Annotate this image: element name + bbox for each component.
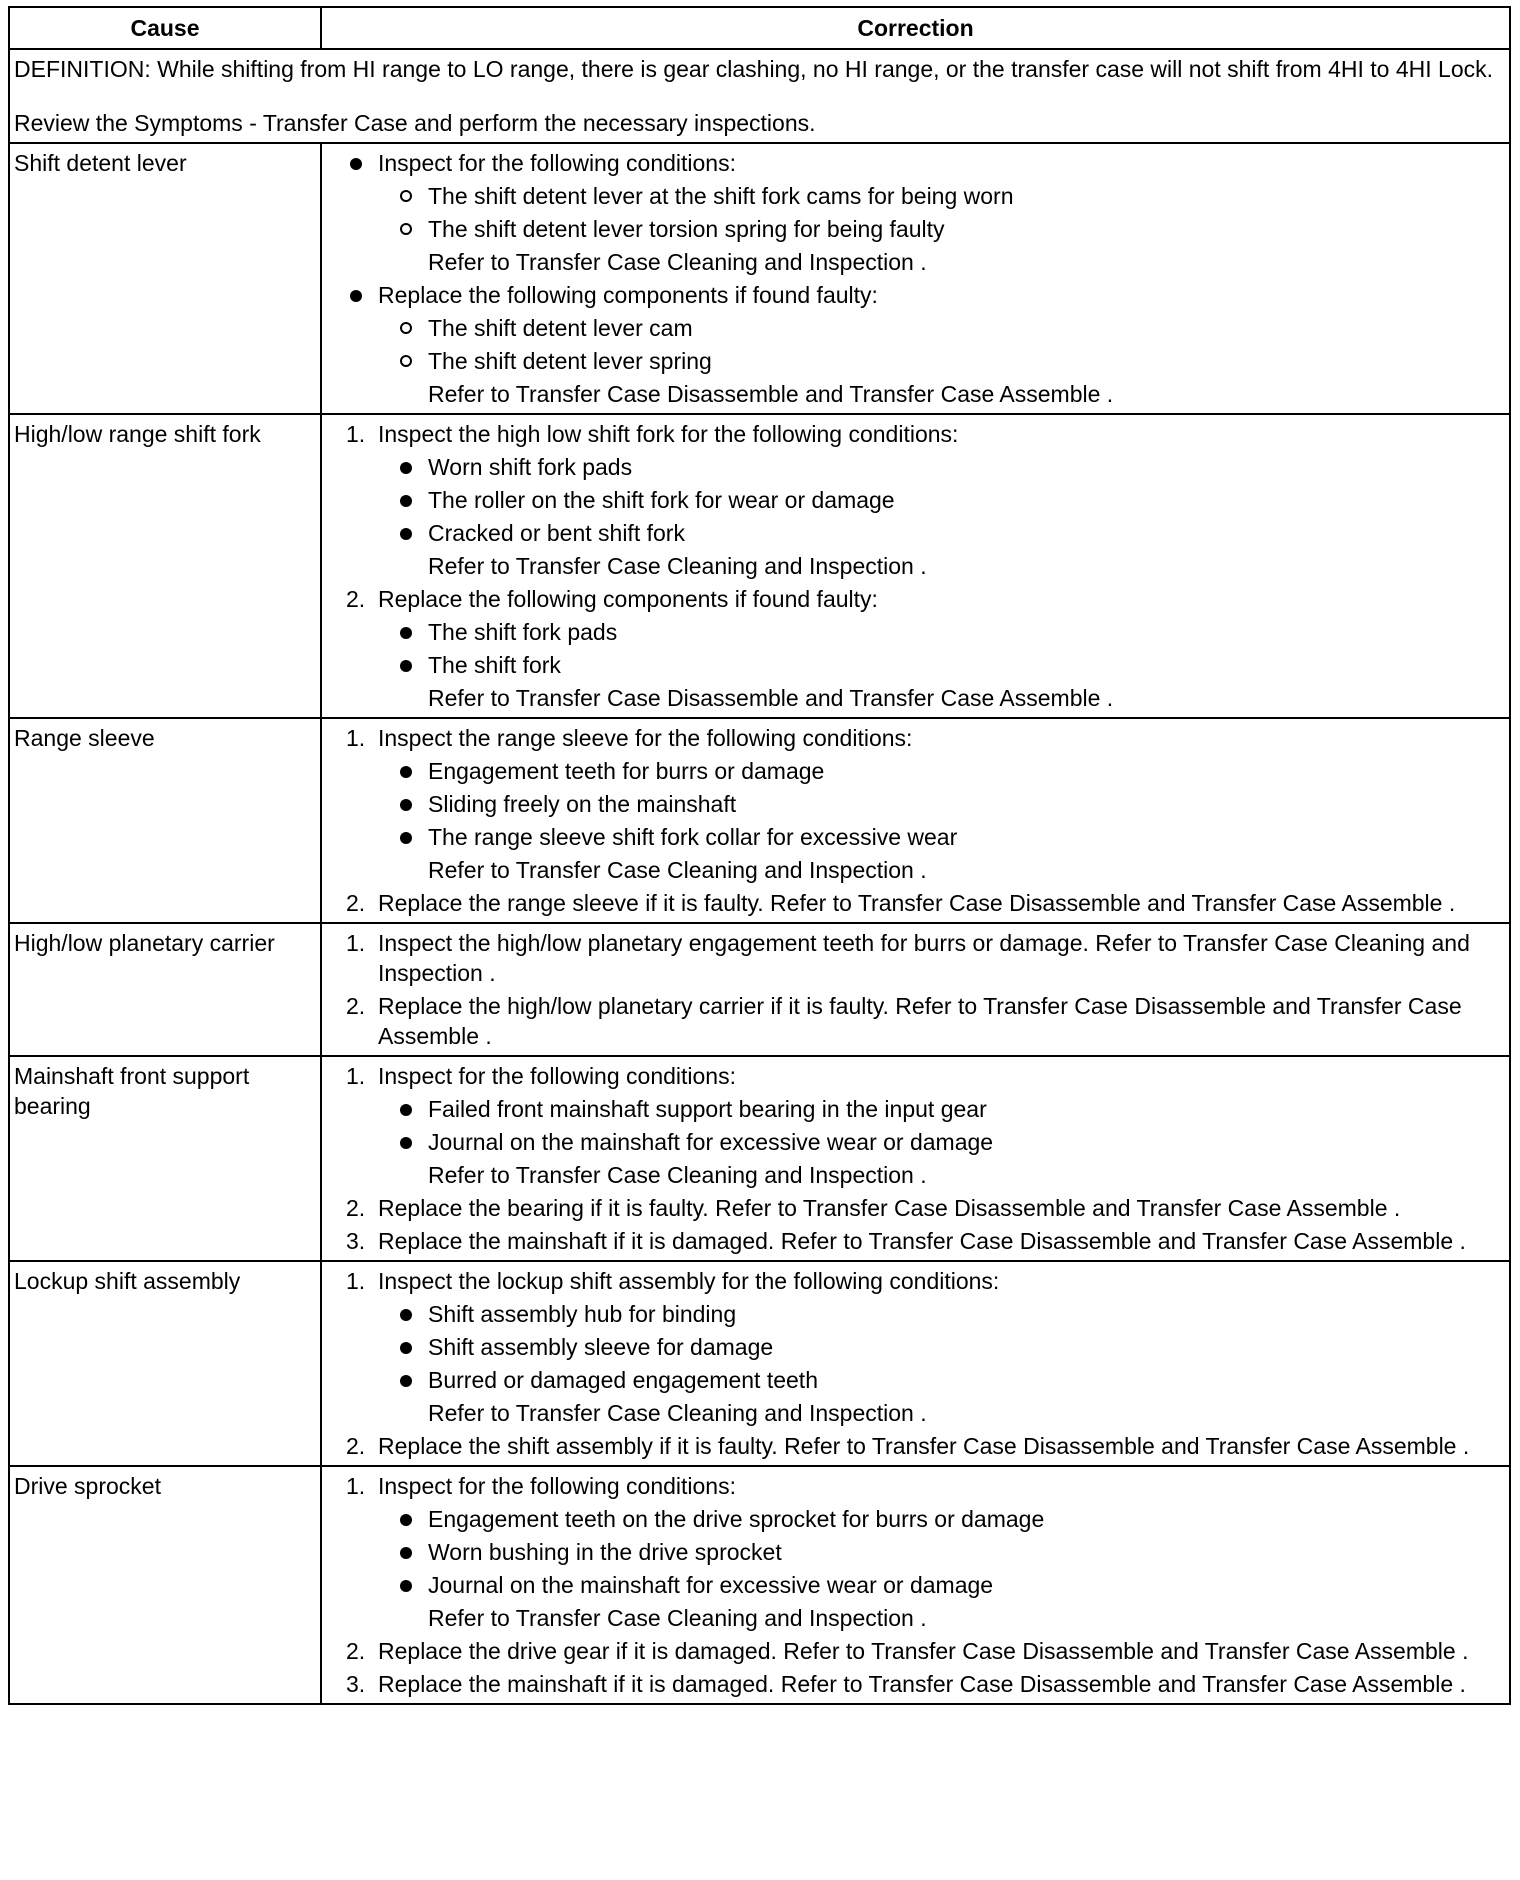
list-item — [326, 888, 1505, 918]
step-number: 3. — [346, 1671, 366, 1697]
sub-item — [378, 650, 1505, 680]
sub-item-text: Burred or damaged engagement teeth — [428, 1367, 818, 1393]
item-text: Replace the high/low planetary carrier if it is faulty. Refer to Transfer Case Disassemble and Transfer Case Assemble . — [378, 993, 1462, 1049]
correction-cell — [321, 1261, 1510, 1466]
cause-cell: High/low range shift fork — [9, 414, 321, 718]
item-text: Replace the following components if found faulty: — [378, 282, 878, 308]
header-row — [9, 7, 1510, 49]
sub-item — [378, 1570, 1505, 1600]
sub-item-text: Failed front mainshaft support bearing in the input gear — [428, 1096, 987, 1122]
sub-item-text: The shift fork pads — [428, 619, 618, 645]
reference-text: Refer to Transfer Case Cleaning and Inspection . — [428, 553, 927, 579]
bullet-icon — [350, 158, 362, 170]
sub-item — [378, 181, 1505, 211]
sub-item — [378, 1332, 1505, 1362]
cause-cell: Mainshaft front support bearing — [9, 1056, 321, 1261]
sub-list — [378, 617, 1505, 680]
table-row — [9, 143, 1510, 414]
table-row — [9, 1466, 1510, 1704]
step-number: 2. — [346, 1638, 366, 1664]
sub-item-text: The range sleeve shift fork collar for excessive wear — [428, 824, 958, 850]
list-item — [326, 1193, 1505, 1223]
sub-item-text: The roller on the shift fork for wear or damage — [428, 487, 895, 513]
circle-bullet-icon — [400, 355, 412, 367]
table-row — [9, 923, 1510, 1056]
sub-item-text: Worn shift fork pads — [428, 454, 633, 480]
reference-text: Refer to Transfer Case Cleaning and Inspection . — [428, 1605, 927, 1631]
sub-item — [378, 756, 1505, 786]
reference-text: Refer to Transfer Case Disassemble and Transfer Case Assemble . — [428, 381, 1114, 407]
list-item — [326, 584, 1505, 713]
sub-item-text: Journal on the mainshaft for excessive wear or damage — [428, 1572, 994, 1598]
list-item — [326, 1226, 1505, 1256]
sub-item-text: Sliding freely on the mainshaft — [428, 791, 737, 817]
circle-bullet-icon — [400, 223, 412, 235]
sub-item-text: The shift detent lever at the shift fork cams for being worn — [428, 183, 1014, 209]
item-text: Replace the range sleeve if it is faulty. Refer to Transfer Case Disassemble and Transfer Case Assemble . — [378, 890, 1456, 916]
sub-item — [378, 1365, 1505, 1395]
item-text: Inspect the lockup shift assembly for the following conditions: — [378, 1268, 1000, 1294]
diagnostic-table — [8, 6, 1511, 1705]
sub-item — [378, 1127, 1505, 1157]
table-row — [9, 1056, 1510, 1261]
sub-list — [378, 756, 1505, 852]
bullet-icon — [400, 832, 412, 844]
list-item — [326, 1669, 1505, 1699]
bullet-icon — [400, 1514, 412, 1526]
list-item — [326, 1061, 1505, 1190]
cause-cell: Drive sprocket — [9, 1466, 321, 1704]
cause-cell: High/low planetary carrier — [9, 923, 321, 1056]
bullet-icon — [400, 1309, 412, 1321]
step-number: 1. — [346, 725, 366, 751]
circle-bullet-icon — [400, 190, 412, 202]
correction-list — [326, 1061, 1505, 1256]
sub-item — [378, 822, 1505, 852]
correction-list — [326, 1266, 1505, 1461]
bullet-icon — [400, 627, 412, 639]
item-text: Replace the following components if found faulty: — [378, 586, 878, 612]
list-item — [326, 991, 1505, 1051]
sub-item-text: The shift detent lever spring — [428, 348, 712, 374]
bullet-icon — [400, 462, 412, 474]
list-item — [326, 419, 1505, 581]
sub-item-text: Engagement teeth for burrs or damage — [428, 758, 825, 784]
correction-cell — [321, 923, 1510, 1056]
step-number: 2. — [346, 890, 366, 916]
sub-item-text: Shift assembly hub for binding — [428, 1301, 737, 1327]
bullet-icon — [400, 766, 412, 778]
table-row — [9, 718, 1510, 923]
step-number: 1. — [346, 930, 366, 956]
cause-cell: Lockup shift assembly — [9, 1261, 321, 1466]
bullet-icon — [400, 1375, 412, 1387]
cause-cell: Shift detent lever — [9, 143, 321, 414]
item-text: Replace the shift assembly if it is faulty. Refer to Transfer Case Disassemble and Transfer Case Assemble . — [378, 1433, 1470, 1459]
bullet-icon — [400, 660, 412, 672]
item-text: Inspect for the following conditions: — [378, 150, 736, 176]
correction-cell — [321, 718, 1510, 923]
sub-list — [378, 1504, 1505, 1600]
sub-list — [378, 313, 1505, 376]
review-text: Review the Symptoms - Transfer Case and perform the necessary inspections. — [14, 110, 816, 136]
list-item — [326, 280, 1505, 409]
step-number: 3. — [346, 1228, 366, 1254]
sub-item-text: Worn bushing in the drive sprocket — [428, 1539, 782, 1565]
sub-item — [378, 1094, 1505, 1124]
list-item — [326, 148, 1505, 277]
reference-text: Refer to Transfer Case Disassemble and Transfer Case Assemble . — [428, 685, 1114, 711]
correction-list — [326, 723, 1505, 918]
reference-text: Refer to Transfer Case Cleaning and Inspection . — [428, 1162, 927, 1188]
step-number: 2. — [346, 993, 366, 1019]
correction-list — [326, 419, 1505, 713]
sub-item — [378, 789, 1505, 819]
bullet-icon — [400, 1547, 412, 1559]
sub-item-text: Engagement teeth on the drive sprocket for burrs or damage — [428, 1506, 1045, 1532]
list-item — [326, 723, 1505, 885]
correction-list — [326, 928, 1505, 1051]
bullet-icon — [400, 1342, 412, 1354]
reference-text: Refer to Transfer Case Cleaning and Inspection . — [428, 249, 927, 275]
sub-item — [378, 485, 1505, 515]
sub-item — [378, 1299, 1505, 1329]
item-text: Inspect for the following conditions: — [378, 1473, 736, 1499]
correction-list — [326, 1471, 1505, 1699]
list-item — [326, 1471, 1505, 1633]
step-number: 1. — [346, 1473, 366, 1499]
item-text: Replace the mainshaft if it is damaged. Refer to Transfer Case Disassemble and Transfer Case Assemble . — [378, 1228, 1466, 1254]
bullet-icon — [350, 290, 362, 302]
sub-item-text: Journal on the mainshaft for excessive wear or damage — [428, 1129, 994, 1155]
correction-cell — [321, 1056, 1510, 1261]
sub-item-text: The shift detent lever torsion spring for being faulty — [428, 216, 945, 242]
sub-item-text: Cracked or bent shift fork — [428, 520, 685, 546]
reference-text: Refer to Transfer Case Cleaning and Inspection . — [428, 1400, 927, 1426]
list-item — [326, 928, 1505, 988]
bullet-icon — [400, 1580, 412, 1592]
sub-list — [378, 1299, 1505, 1395]
sub-item — [378, 313, 1505, 343]
bullet-icon — [400, 495, 412, 507]
sub-item-text: The shift detent lever cam — [428, 315, 693, 341]
bullet-icon — [400, 528, 412, 540]
bullet-icon — [400, 799, 412, 811]
list-item — [326, 1266, 1505, 1428]
correction-cell — [321, 414, 1510, 718]
sub-item-text: The shift fork — [428, 652, 561, 678]
step-number: 1. — [346, 421, 366, 447]
correction-list — [326, 148, 1505, 409]
item-text: Inspect the high/low planetary engagement teeth for burrs or damage. Refer to Transfer Case Cleaning and Inspection . — [378, 930, 1470, 986]
correction-cell — [321, 1466, 1510, 1704]
step-number: 2. — [346, 1433, 366, 1459]
header-cause: Cause — [9, 7, 321, 49]
reference-text: Refer to Transfer Case Cleaning and Inspection . — [428, 857, 927, 883]
item-text: Replace the drive gear if it is damaged. Refer to Transfer Case Disassemble and Transfer Case Assemble . — [378, 1638, 1469, 1664]
cause-cell: Range sleeve — [9, 718, 321, 923]
circle-bullet-icon — [400, 322, 412, 334]
step-number: 2. — [346, 1195, 366, 1221]
step-number: 2. — [346, 586, 366, 612]
sub-item — [378, 214, 1505, 244]
correction-cell — [321, 143, 1510, 414]
sub-item — [378, 1537, 1505, 1567]
bullet-icon — [400, 1137, 412, 1149]
sub-list — [378, 181, 1505, 244]
definition-text: DEFINITION: While shifting from HI range to LO range, there is gear clashing, no HI range, or the transfer case will not shift from 4HI to 4HI Lock. — [14, 56, 1493, 82]
step-number: 1. — [346, 1063, 366, 1089]
item-text: Inspect the high low shift fork for the following conditions: — [378, 421, 959, 447]
item-text: Replace the mainshaft if it is damaged. Refer to Transfer Case Disassemble and Transfer Case Assemble . — [378, 1671, 1466, 1697]
list-item — [326, 1431, 1505, 1461]
sub-item-text: Shift assembly sleeve for damage — [428, 1334, 774, 1360]
definition-cell — [9, 49, 1510, 143]
item-text: Replace the bearing if it is faulty. Refer to Transfer Case Disassemble and Transfer Case Assemble . — [378, 1195, 1401, 1221]
sub-item — [378, 1504, 1505, 1534]
sub-item — [378, 518, 1505, 548]
step-number: 1. — [346, 1268, 366, 1294]
list-item — [326, 1636, 1505, 1666]
bullet-icon — [400, 1104, 412, 1116]
table-row — [9, 1261, 1510, 1466]
table-row — [9, 414, 1510, 718]
item-text: Inspect for the following conditions: — [378, 1063, 736, 1089]
sub-item — [378, 346, 1505, 376]
definition-row — [9, 49, 1510, 143]
sub-item — [378, 617, 1505, 647]
header-correction: Correction — [321, 7, 1510, 49]
sub-item — [378, 452, 1505, 482]
item-text: Inspect the range sleeve for the following conditions: — [378, 725, 913, 751]
sub-list — [378, 1094, 1505, 1157]
sub-list — [378, 452, 1505, 548]
